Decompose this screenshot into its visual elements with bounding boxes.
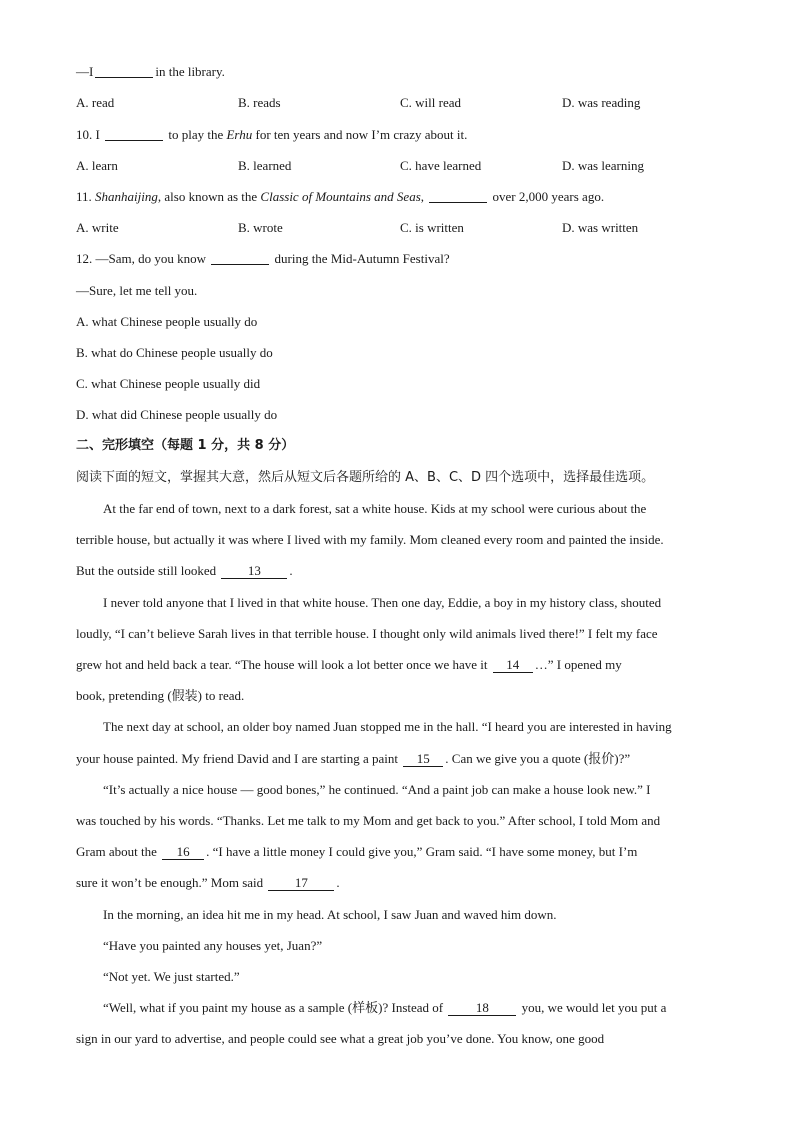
answer-blank bbox=[211, 251, 269, 265]
option-a: A. read bbox=[76, 95, 115, 110]
passage-line: terrible house, but actually it was where I lived with my family. Mom cleaned every room and painted the inside. bbox=[76, 532, 664, 547]
option-c: C. is written bbox=[400, 220, 464, 235]
q10-line: 10. I to play the Erhu for ten years and now I’m crazy about it. bbox=[76, 127, 468, 142]
option-a: A. learn bbox=[76, 158, 118, 173]
option-d: D. what did Chinese people usually do bbox=[76, 407, 278, 422]
q9-line: —I in the library. bbox=[76, 64, 225, 79]
passage-line: book, pretending (假装) to read. bbox=[76, 688, 245, 703]
option-b: B. learned bbox=[238, 158, 292, 173]
q11-line: 11. Shanhaijing, also known as the Classic of Mountains and Seas, over 2,000 years ago. bbox=[76, 189, 605, 204]
passage-line: your house painted. My friend David and I are starting a paint 15 . Can we give you a quote (报价)?” bbox=[76, 751, 631, 766]
passage-line: was touched by his words. “Thanks. Let me talk to my Mom and get back to you.” After school, I told Mom and bbox=[76, 813, 661, 828]
blank-18: 18 bbox=[448, 1000, 516, 1016]
blank-16: 16 bbox=[162, 844, 204, 860]
option-a: A. write bbox=[76, 220, 119, 235]
passage-line: loudly, “I can’t believe Sarah lives in that terrible house. I thought only wild animals lived there!” I felt my face bbox=[76, 626, 658, 641]
option-c: C. have learned bbox=[400, 158, 482, 173]
blank-17: 17 bbox=[268, 875, 334, 891]
passage-line: In the morning, an idea hit me in my head. At school, I saw Juan and waved him down. bbox=[103, 907, 557, 922]
passage-line: I never told anyone that I lived in that white house. Then one day, Eddie, a boy in my history class, shouted bbox=[103, 595, 662, 610]
passage-line: At the far end of town, next to a dark forest, sat a white house. Kids at my school were curious about the bbox=[103, 501, 647, 516]
passage-line: “Have you painted any houses yet, Juan?” bbox=[103, 938, 323, 953]
q12-line: 12. —Sam, do you know during the Mid-Autumn Festival? bbox=[76, 251, 450, 266]
blank-15: 15 bbox=[403, 751, 443, 767]
passage-line: “Well, what if you paint my house as a sample (样板)? Instead of 18 you, we would let you put a bbox=[103, 1000, 667, 1015]
option-b: B. wrote bbox=[238, 220, 283, 235]
option-d: D. was learning bbox=[562, 158, 644, 173]
answer-blank bbox=[95, 64, 153, 78]
passage-line: sign in our yard to advertise, and people could see what a great job you’ve done. You know, one good bbox=[76, 1031, 605, 1046]
blank-13: 13 bbox=[221, 563, 287, 579]
passage-line: “Not yet. We just started.” bbox=[103, 969, 240, 984]
option-d: D. was written bbox=[562, 220, 639, 235]
answer-blank bbox=[429, 189, 487, 203]
section-instruction: 阅读下面的短文，掌握其大意，然后从短文后各题所给的 A、B、C、D 四个选项中，选择最佳选项。 bbox=[76, 470, 655, 485]
option-b: B. reads bbox=[238, 95, 281, 110]
option-c: C. will read bbox=[400, 95, 462, 110]
option-d: D. was reading bbox=[562, 95, 641, 110]
option-c: C. what Chinese people usually did bbox=[76, 376, 261, 391]
passage-line: The next day at school, an older boy named Juan stopped me in the hall. “I heard you are interested in having bbox=[103, 719, 672, 734]
passage-line: But the outside still looked 13 . bbox=[76, 563, 293, 578]
blank-14: 14 bbox=[493, 657, 533, 673]
passage-line: sure it won’t be enough.” Mom said 17 . bbox=[76, 875, 340, 890]
option-a: A. what Chinese people usually do bbox=[76, 314, 258, 329]
answer-blank bbox=[105, 127, 163, 141]
section-heading: 二、完形填空（每题 1 分，共 8 分） bbox=[76, 438, 295, 453]
option-b: B. what do Chinese people usually do bbox=[76, 345, 273, 360]
passage-line: Gram about the 16 . “I have a little money I could give you,” Gram said. “I have some money, but I’m bbox=[76, 844, 638, 859]
passage-line: grew hot and held back a tear. “The house will look a lot better once we have it 14 …” I opened my bbox=[76, 657, 622, 672]
passage-line: “It’s actually a nice house — good bones,” he continued. “And a paint job can make a house look new.” I bbox=[103, 782, 651, 797]
q12-reply: —Sure, let me tell you. bbox=[76, 283, 198, 298]
